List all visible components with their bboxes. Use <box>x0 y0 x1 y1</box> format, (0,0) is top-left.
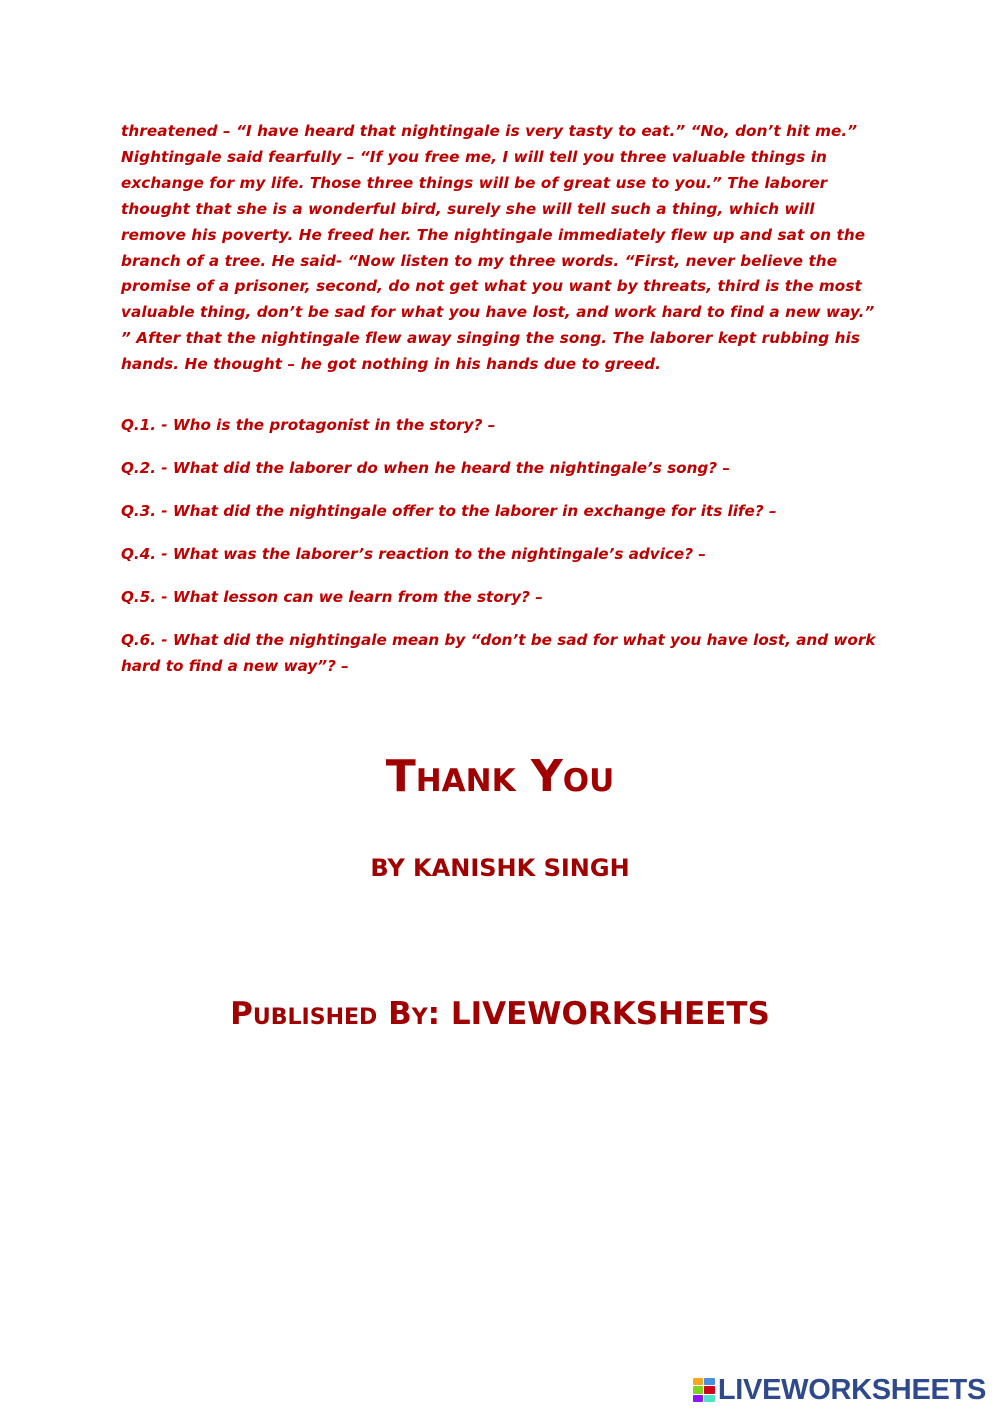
question-item: Q.5. - What lesson can we learn from the story? – <box>121 588 543 606</box>
liveworksheets-logo-icon <box>693 1378 715 1402</box>
logo-square <box>693 1395 704 1402</box>
logo-square <box>704 1378 715 1385</box>
question-item: Q.6. - What did the nightingale mean by “don’t be sad for what you have lost, and work hard to find a new way”? – <box>121 631 876 675</box>
publisher-line <box>0 992 1000 1036</box>
publisher-name: LIVEWORKSHEETS <box>450 996 770 1032</box>
question-item: Q.4. - What was the laborer’s reaction to the nightingale’s advice? – <box>121 545 706 563</box>
watermark-text: LIVEWORKSHEETS <box>717 1374 986 1406</box>
story-paragraph: threatened – “I have heard that nightingale is very tasty to eat.” “No, don’t hit me.” Nightingale said fearfully – “If you free me, I will tell you three valuable things in exchange for my life. Those three things will be of great use to you.” The laborer thought that she is a wonderful bird, surely she will tell such a thing, which will remove his poverty. He freed her. The nightingale immediately flew up and sat on the branch of a tree. He said- “Now listen to my three words. “First, never believe the promise of a prisoner, second, do not get what you want by threats, third is the most valuable thing, don’t be sad for what you have lost, and work hard to find a new way.” ” After that the nightingale flew away singing the song. The laborer kept rubbing his hands. He thought – he got nothing in his hands due to greed. <box>121 122 875 374</box>
logo-square <box>704 1395 715 1402</box>
published-by-label: Published By: <box>230 996 441 1032</box>
logo-square <box>704 1386 715 1393</box>
thank-you-heading: Thank You <box>385 751 615 802</box>
question-item: Q.1. - Who is the protagonist in the story? – <box>121 416 496 434</box>
logo-square <box>693 1386 704 1393</box>
logo-square <box>693 1378 704 1385</box>
liveworksheets-watermark <box>693 1375 986 1405</box>
question-item: Q.2. - What did the laborer do when he heard the nightingale’s song? – <box>121 459 730 477</box>
question-list <box>121 412 891 696</box>
question-item: Q.3. - What did the nightingale offer to the laborer in exchange for its life? – <box>121 502 777 520</box>
author-line: BY KANISHK SINGH <box>370 854 630 882</box>
